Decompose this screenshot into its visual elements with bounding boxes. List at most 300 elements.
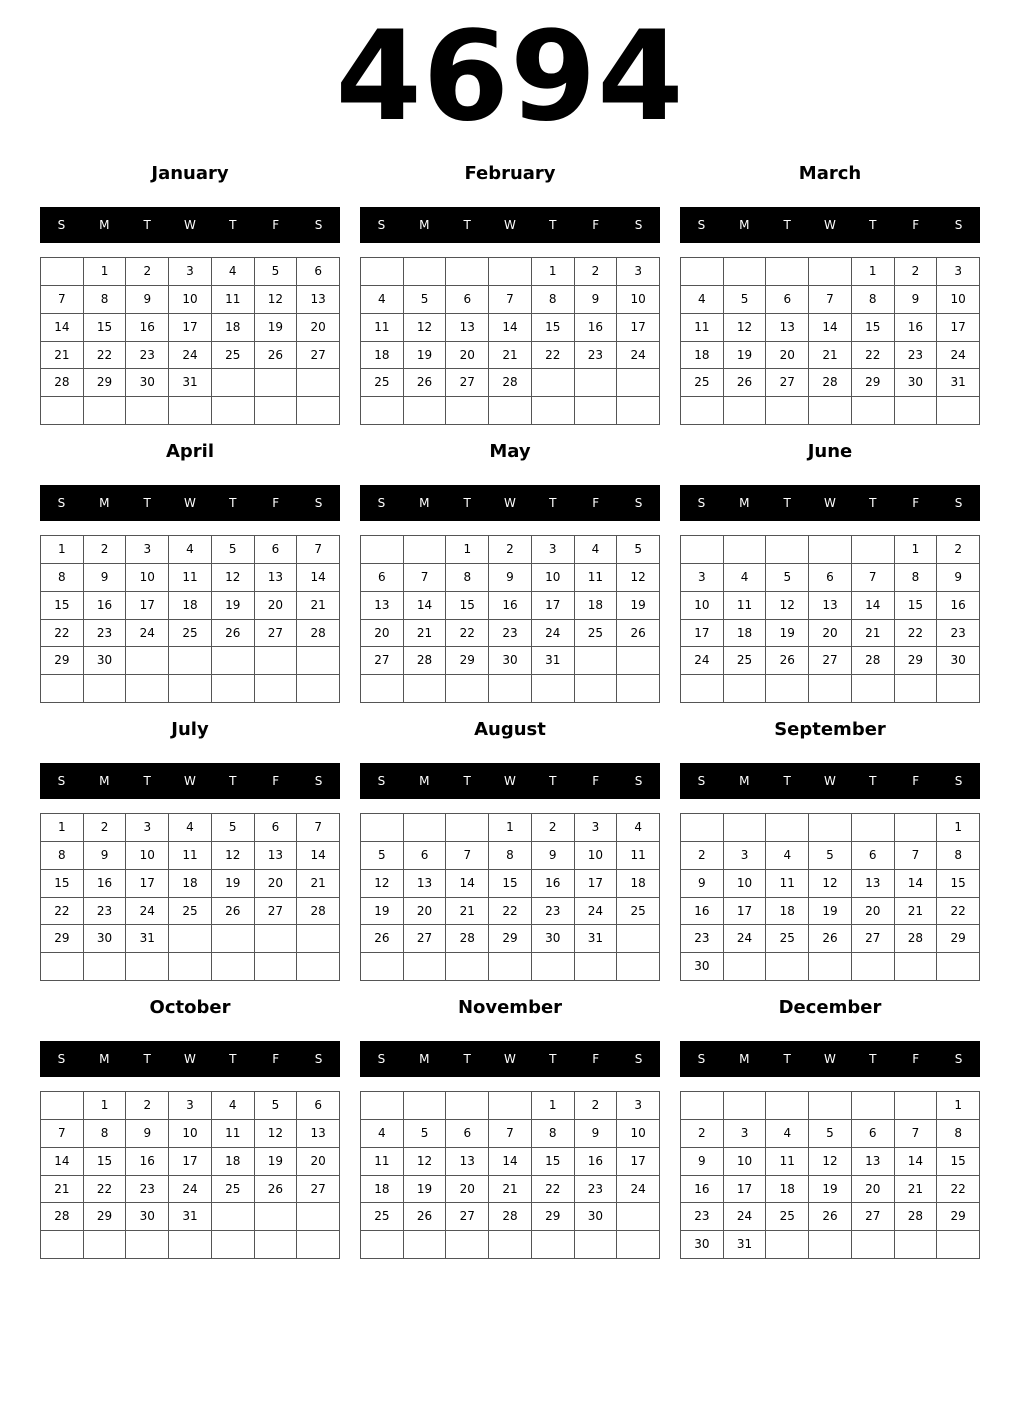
day-cell: 6 — [297, 1092, 340, 1120]
weekday-header — [680, 763, 980, 799]
weekday-header — [40, 485, 340, 521]
day-cell: 20 — [852, 1176, 895, 1204]
day-cell: 22 — [532, 1176, 575, 1204]
day-cell: 21 — [404, 620, 447, 648]
day-cell: 14 — [404, 592, 447, 620]
empty-day-cell — [404, 258, 447, 286]
day-cell: 6 — [255, 536, 298, 564]
day-cell: 12 — [361, 870, 404, 898]
day-cell: 5 — [212, 536, 255, 564]
day-cell: 24 — [724, 1203, 767, 1231]
empty-day-cell — [766, 675, 809, 703]
weekday-label: S — [634, 496, 643, 510]
day-cell: 13 — [809, 592, 852, 620]
day-cell: 29 — [84, 369, 127, 397]
weekday-label: M — [739, 774, 750, 788]
weekday-label: S — [314, 218, 323, 232]
day-cell: 4 — [212, 1092, 255, 1120]
weekday-label: W — [504, 218, 516, 232]
day-grid — [40, 1091, 340, 1259]
weekday-label: S — [697, 774, 706, 788]
empty-day-cell — [255, 953, 298, 981]
day-cell: 28 — [489, 369, 532, 397]
day-cell: 19 — [724, 342, 767, 370]
empty-day-cell — [404, 397, 447, 425]
empty-day-cell — [446, 814, 489, 842]
day-cell: 11 — [361, 1148, 404, 1176]
weekday-label: F — [592, 218, 600, 232]
weekday-label: S — [954, 218, 963, 232]
day-cell: 16 — [126, 314, 169, 342]
empty-day-cell — [446, 953, 489, 981]
day-cell: 7 — [297, 814, 340, 842]
day-cell: 17 — [532, 592, 575, 620]
empty-day-cell — [617, 647, 660, 675]
day-cell: 22 — [446, 620, 489, 648]
day-cell: 19 — [212, 870, 255, 898]
day-cell: 26 — [724, 369, 767, 397]
empty-day-cell — [212, 647, 255, 675]
day-grid — [360, 535, 660, 703]
day-grid — [40, 535, 340, 703]
month-name: February — [464, 163, 556, 184]
day-cell: 17 — [937, 314, 980, 342]
empty-day-cell — [724, 814, 767, 842]
day-cell: 10 — [126, 842, 169, 870]
empty-day-cell — [446, 258, 489, 286]
day-cell: 1 — [41, 536, 84, 564]
day-cell: 21 — [852, 620, 895, 648]
day-cell: 6 — [404, 842, 447, 870]
day-cell: 12 — [212, 842, 255, 870]
day-cell: 2 — [681, 1120, 724, 1148]
day-cell: 25 — [361, 369, 404, 397]
day-cell: 7 — [41, 286, 84, 314]
day-cell: 13 — [255, 842, 298, 870]
empty-day-cell — [575, 397, 618, 425]
day-cell: 27 — [446, 369, 489, 397]
day-cell: 22 — [937, 1176, 980, 1204]
day-cell: 1 — [937, 814, 980, 842]
day-cell: 22 — [895, 620, 938, 648]
day-cell: 4 — [766, 842, 809, 870]
empty-day-cell — [169, 647, 212, 675]
day-cell: 27 — [852, 1203, 895, 1231]
weekday-label: S — [377, 496, 386, 510]
day-cell: 30 — [895, 369, 938, 397]
day-cell: 19 — [212, 592, 255, 620]
day-cell: 11 — [169, 564, 212, 592]
day-cell: 17 — [169, 1148, 212, 1176]
weekday-label: F — [912, 1052, 920, 1066]
day-cell: 1 — [41, 814, 84, 842]
month-name: December — [778, 997, 882, 1018]
day-cell: 3 — [617, 258, 660, 286]
weekday-label: M — [419, 774, 430, 788]
day-cell: 6 — [852, 1120, 895, 1148]
empty-day-cell — [895, 675, 938, 703]
day-cell: 9 — [489, 564, 532, 592]
empty-day-cell — [297, 369, 340, 397]
day-cell: 10 — [724, 1148, 767, 1176]
day-cell: 16 — [575, 314, 618, 342]
weekday-header — [360, 207, 660, 243]
empty-day-cell — [937, 953, 980, 981]
weekday-label: M — [99, 218, 110, 232]
empty-day-cell — [84, 1231, 127, 1259]
day-cell: 5 — [404, 1120, 447, 1148]
month-name: September — [774, 719, 886, 740]
day-cell: 18 — [361, 1176, 404, 1204]
empty-day-cell — [446, 397, 489, 425]
day-cell: 25 — [361, 1203, 404, 1231]
day-cell: 10 — [937, 286, 980, 314]
weekday-label: W — [504, 496, 516, 510]
day-cell: 25 — [724, 647, 767, 675]
day-cell: 17 — [617, 1148, 660, 1176]
day-cell: 21 — [489, 1176, 532, 1204]
day-cell: 18 — [212, 314, 255, 342]
empty-day-cell — [937, 675, 980, 703]
day-cell: 8 — [84, 1120, 127, 1148]
day-cell: 28 — [297, 620, 340, 648]
day-cell: 31 — [937, 369, 980, 397]
day-cell: 18 — [169, 870, 212, 898]
empty-day-cell — [489, 953, 532, 981]
empty-day-cell — [126, 953, 169, 981]
empty-day-cell — [852, 397, 895, 425]
day-cell: 8 — [446, 564, 489, 592]
empty-day-cell — [532, 1231, 575, 1259]
day-cell: 2 — [489, 536, 532, 564]
day-cell: 20 — [809, 620, 852, 648]
empty-day-cell — [41, 258, 84, 286]
day-cell: 17 — [126, 592, 169, 620]
empty-day-cell — [126, 397, 169, 425]
empty-day-cell — [41, 675, 84, 703]
day-cell: 18 — [766, 898, 809, 926]
month-name: March — [798, 163, 862, 184]
weekday-label: S — [954, 774, 963, 788]
day-grid — [360, 1091, 660, 1259]
day-cell: 22 — [852, 342, 895, 370]
day-cell: 13 — [852, 870, 895, 898]
day-cell: 14 — [297, 842, 340, 870]
day-cell: 2 — [126, 258, 169, 286]
day-cell: 18 — [681, 342, 724, 370]
day-cell: 6 — [361, 564, 404, 592]
day-cell: 21 — [41, 1176, 84, 1204]
empty-day-cell — [169, 953, 212, 981]
day-cell: 1 — [532, 1092, 575, 1120]
weekday-header — [40, 1041, 340, 1077]
empty-day-cell — [212, 675, 255, 703]
empty-day-cell — [852, 1092, 895, 1120]
day-cell: 2 — [937, 536, 980, 564]
day-cell: 12 — [212, 564, 255, 592]
day-cell: 12 — [766, 592, 809, 620]
day-cell: 25 — [766, 1203, 809, 1231]
empty-day-cell — [212, 953, 255, 981]
empty-day-cell — [809, 536, 852, 564]
empty-day-cell — [404, 675, 447, 703]
empty-day-cell — [361, 675, 404, 703]
weekday-label: S — [57, 774, 66, 788]
empty-day-cell — [297, 675, 340, 703]
day-cell: 24 — [617, 342, 660, 370]
day-cell: 3 — [681, 564, 724, 592]
day-cell: 4 — [169, 814, 212, 842]
weekday-label: F — [592, 774, 600, 788]
empty-day-cell — [809, 1231, 852, 1259]
day-cell: 27 — [361, 647, 404, 675]
day-cell: 1 — [937, 1092, 980, 1120]
empty-day-cell — [212, 397, 255, 425]
weekday-label: S — [634, 218, 643, 232]
empty-day-cell — [724, 397, 767, 425]
weekday-label: M — [739, 496, 750, 510]
day-cell: 4 — [361, 286, 404, 314]
day-cell: 30 — [126, 369, 169, 397]
day-cell: 15 — [937, 870, 980, 898]
day-cell: 23 — [532, 898, 575, 926]
day-cell: 13 — [446, 1148, 489, 1176]
empty-day-cell — [41, 953, 84, 981]
day-cell: 19 — [809, 1176, 852, 1204]
empty-day-cell — [617, 953, 660, 981]
day-cell: 15 — [84, 314, 127, 342]
weekday-label: S — [697, 218, 706, 232]
day-cell: 12 — [809, 1148, 852, 1176]
weekday-label: W — [824, 1052, 836, 1066]
day-cell: 8 — [41, 564, 84, 592]
weekday-label: S — [314, 774, 323, 788]
day-cell: 5 — [404, 286, 447, 314]
day-cell: 11 — [212, 286, 255, 314]
day-cell: 21 — [489, 342, 532, 370]
day-grid — [680, 257, 980, 425]
day-cell: 8 — [41, 842, 84, 870]
day-cell: 16 — [489, 592, 532, 620]
empty-day-cell — [446, 675, 489, 703]
day-cell: 31 — [169, 1203, 212, 1231]
day-cell: 2 — [681, 842, 724, 870]
empty-day-cell — [724, 953, 767, 981]
weekday-header — [40, 763, 340, 799]
weekday-label: S — [314, 496, 323, 510]
day-cell: 10 — [617, 1120, 660, 1148]
day-cell: 18 — [617, 870, 660, 898]
weekday-label: T — [229, 774, 237, 788]
day-cell: 19 — [404, 342, 447, 370]
weekday-label: S — [954, 496, 963, 510]
day-cell: 20 — [297, 314, 340, 342]
day-cell: 28 — [41, 369, 84, 397]
day-cell: 28 — [446, 925, 489, 953]
day-cell: 6 — [446, 286, 489, 314]
day-cell: 29 — [84, 1203, 127, 1231]
day-cell: 26 — [404, 369, 447, 397]
day-cell: 29 — [532, 1203, 575, 1231]
day-cell: 25 — [169, 620, 212, 648]
empty-day-cell — [255, 1231, 298, 1259]
weekday-label: T — [869, 496, 877, 510]
empty-day-cell — [446, 1092, 489, 1120]
day-cell: 23 — [681, 1203, 724, 1231]
weekday-label: T — [229, 496, 237, 510]
day-cell: 16 — [575, 1148, 618, 1176]
weekday-label: S — [697, 496, 706, 510]
day-cell: 2 — [532, 814, 575, 842]
empty-day-cell — [532, 675, 575, 703]
day-cell: 25 — [169, 898, 212, 926]
day-cell: 15 — [937, 1148, 980, 1176]
empty-day-cell — [852, 536, 895, 564]
weekday-label: S — [57, 218, 66, 232]
day-cell: 24 — [724, 925, 767, 953]
day-cell: 29 — [852, 369, 895, 397]
day-cell: 28 — [404, 647, 447, 675]
day-cell: 4 — [766, 1120, 809, 1148]
day-cell: 2 — [895, 258, 938, 286]
day-cell: 11 — [724, 592, 767, 620]
day-cell: 20 — [446, 342, 489, 370]
weekday-label: T — [549, 496, 557, 510]
empty-day-cell — [404, 1092, 447, 1120]
empty-day-cell — [724, 675, 767, 703]
day-cell: 30 — [532, 925, 575, 953]
day-cell: 5 — [766, 564, 809, 592]
empty-day-cell — [169, 1231, 212, 1259]
weekday-header — [40, 207, 340, 243]
day-cell: 23 — [681, 925, 724, 953]
empty-day-cell — [852, 953, 895, 981]
weekday-label: T — [869, 1052, 877, 1066]
day-cell: 4 — [212, 258, 255, 286]
day-cell: 2 — [575, 1092, 618, 1120]
weekday-label: T — [783, 218, 791, 232]
empty-day-cell — [255, 675, 298, 703]
day-cell: 15 — [84, 1148, 127, 1176]
day-cell: 16 — [84, 592, 127, 620]
empty-day-cell — [404, 953, 447, 981]
day-cell: 28 — [489, 1203, 532, 1231]
day-cell: 5 — [809, 1120, 852, 1148]
day-cell: 27 — [446, 1203, 489, 1231]
weekday-header — [680, 207, 980, 243]
day-cell: 15 — [41, 870, 84, 898]
day-cell: 9 — [84, 564, 127, 592]
day-cell: 19 — [255, 314, 298, 342]
weekday-label: S — [954, 1052, 963, 1066]
weekday-label: T — [463, 774, 471, 788]
empty-day-cell — [169, 675, 212, 703]
month-name: January — [151, 163, 229, 184]
empty-day-cell — [361, 814, 404, 842]
day-cell: 28 — [895, 1203, 938, 1231]
day-cell: 23 — [84, 898, 127, 926]
day-cell: 30 — [84, 647, 127, 675]
day-cell: 23 — [126, 1176, 169, 1204]
day-cell: 9 — [84, 842, 127, 870]
day-cell: 14 — [852, 592, 895, 620]
day-cell: 13 — [297, 286, 340, 314]
day-cell: 18 — [212, 1148, 255, 1176]
day-cell: 22 — [41, 898, 84, 926]
day-cell: 6 — [446, 1120, 489, 1148]
empty-day-cell — [681, 258, 724, 286]
day-cell: 24 — [169, 1176, 212, 1204]
day-cell: 3 — [937, 258, 980, 286]
day-cell: 15 — [532, 1148, 575, 1176]
weekday-label: T — [143, 496, 151, 510]
weekday-label: S — [377, 774, 386, 788]
empty-day-cell — [255, 369, 298, 397]
day-cell: 11 — [575, 564, 618, 592]
day-grid — [40, 257, 340, 425]
day-cell: 31 — [169, 369, 212, 397]
empty-day-cell — [404, 1231, 447, 1259]
day-cell: 1 — [84, 258, 127, 286]
day-cell: 13 — [852, 1148, 895, 1176]
day-cell: 7 — [404, 564, 447, 592]
day-cell: 16 — [532, 870, 575, 898]
day-cell: 29 — [937, 1203, 980, 1231]
month-name: August — [474, 719, 546, 740]
day-cell: 9 — [895, 286, 938, 314]
day-cell: 12 — [255, 286, 298, 314]
day-cell: 4 — [575, 536, 618, 564]
weekday-label: T — [783, 774, 791, 788]
day-cell: 27 — [809, 647, 852, 675]
empty-day-cell — [766, 814, 809, 842]
weekday-label: W — [504, 1052, 516, 1066]
empty-day-cell — [212, 1203, 255, 1231]
day-cell: 24 — [575, 898, 618, 926]
day-cell: 25 — [575, 620, 618, 648]
empty-day-cell — [297, 925, 340, 953]
empty-day-cell — [681, 814, 724, 842]
empty-day-cell — [297, 953, 340, 981]
day-cell: 27 — [766, 369, 809, 397]
day-cell: 30 — [575, 1203, 618, 1231]
empty-day-cell — [489, 397, 532, 425]
weekday-label: T — [229, 218, 237, 232]
day-cell: 19 — [809, 898, 852, 926]
day-cell: 16 — [895, 314, 938, 342]
empty-day-cell — [724, 536, 767, 564]
empty-day-cell — [681, 1092, 724, 1120]
day-cell: 29 — [895, 647, 938, 675]
weekday-label: T — [549, 218, 557, 232]
empty-day-cell — [489, 675, 532, 703]
empty-day-cell — [532, 953, 575, 981]
day-cell: 2 — [84, 536, 127, 564]
day-cell: 1 — [446, 536, 489, 564]
empty-day-cell — [617, 1203, 660, 1231]
day-cell: 4 — [169, 536, 212, 564]
empty-day-cell — [809, 675, 852, 703]
day-cell: 20 — [361, 620, 404, 648]
empty-day-cell — [84, 397, 127, 425]
day-cell: 17 — [681, 620, 724, 648]
day-cell: 22 — [489, 898, 532, 926]
day-cell: 31 — [532, 647, 575, 675]
empty-day-cell — [617, 397, 660, 425]
day-cell: 6 — [852, 842, 895, 870]
empty-day-cell — [766, 953, 809, 981]
empty-day-cell — [126, 675, 169, 703]
